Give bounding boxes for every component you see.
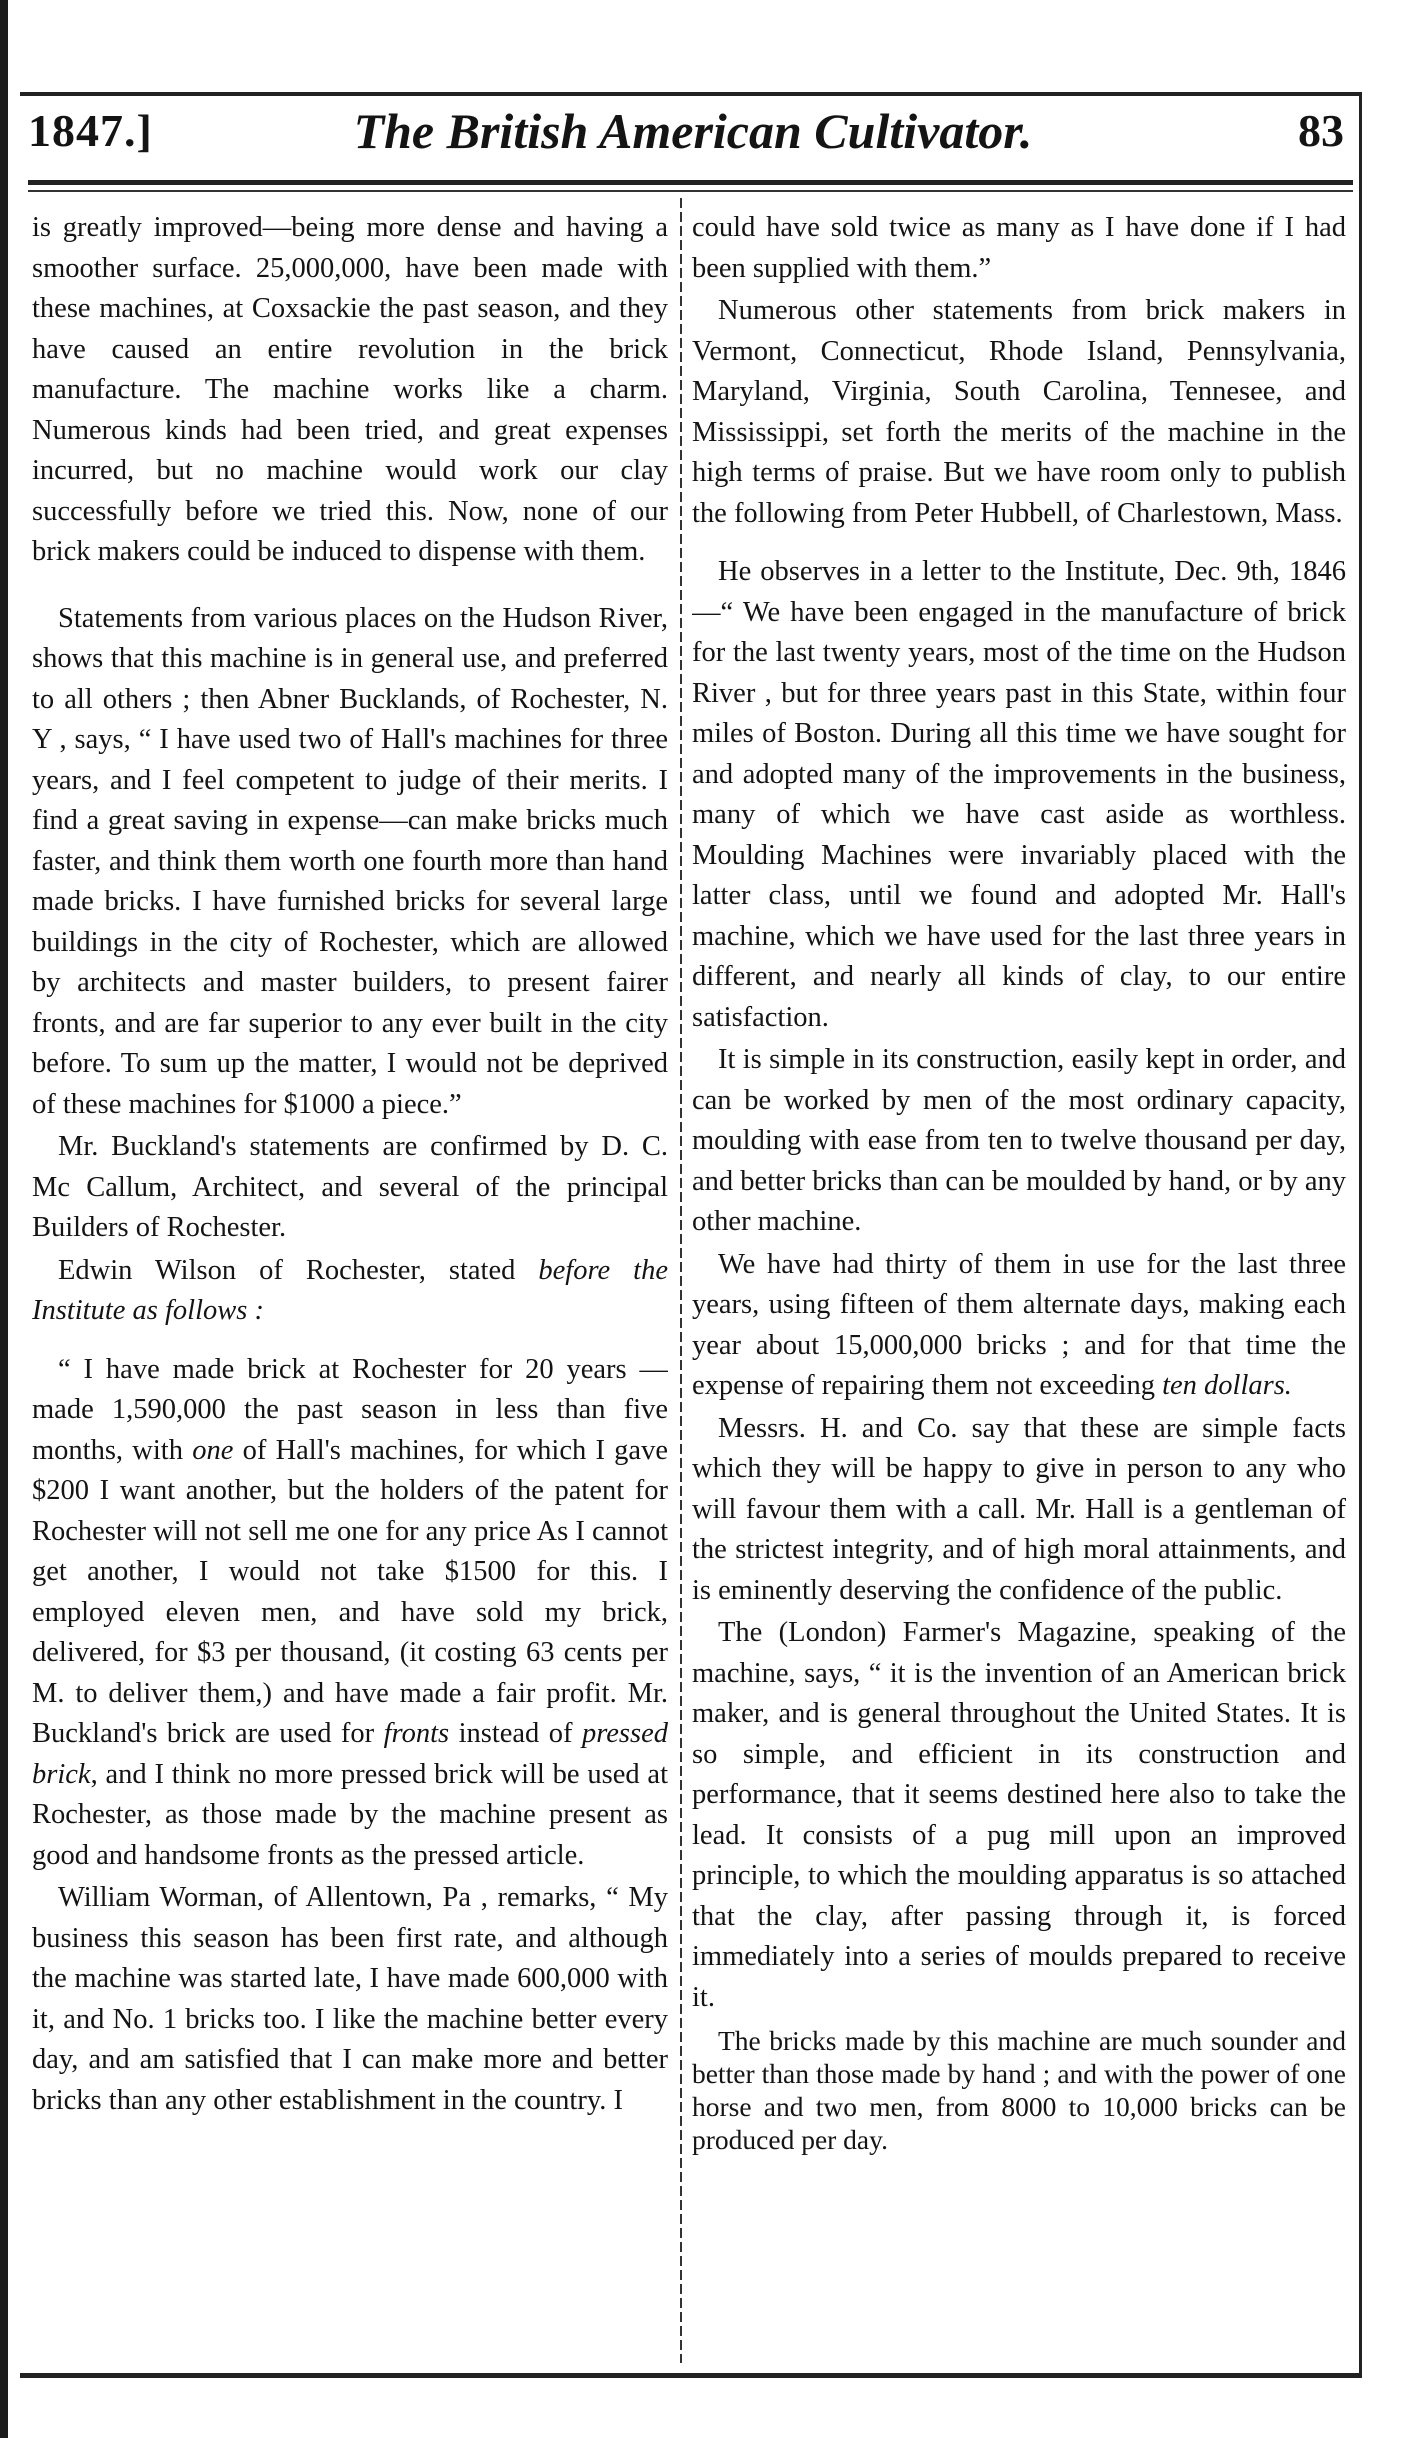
paragraph: could have sold twice as many as I have done if I had been supplied with them.” [692,212,1346,284]
paragraph: is greatly improved—being more dense and having a smoother surface. 25,000,000, have been made with these machines, at Coxsackie the past season, and they have caused an entire revolution in the brick manufacture. The machine works like a charm. Numerous kinds had been tried, and great expenses incurred, but no machine would work our clay successfully before we tried this. Now, none of our brick makers could be induced to dispense with them. [32,212,668,567]
paragraph [32,1350,668,1877]
running-header [28,100,1358,172]
text-run: , and I think no more pressed brick will be used at Rochester, as those made by the machine present as good and handsome fronts as the pressed article. [32,1758,668,1871]
paragraph: Mr. Buckland's statements are confirmed by D. C. Mc Callum, Architect, and several of the principal Builders of Rochester. [32,1131,668,1243]
text-run-italic: one [192,1434,234,1466]
header-rule-thick [28,180,1353,185]
left-column [32,208,668,2368]
right-column [692,208,1346,2368]
paragraph: William Worman, of Allentown, Pa , remarks, “ My business this season has been first rate, and although the machine was started late, I have made 600,000 with it, and No. 1 bricks too. I like the machine better every day, and am satisfied that I can make more and better bricks than any other establishment in the country. I [32,1882,668,2116]
page-binding-edge [0,0,8,2438]
paragraph: Messrs. H. and Co. say that these are simple facts which they will be happy to give in person to any who will favour them with a call. Mr. Hall is a gentleman of the strictest integrity, and of high moral attainments, and is eminently deserving the confidence of the public. [692,1412,1346,1606]
paragraph: It is simple in its construction, easily kept in order, and can be worked by men of the most ordinary capacity, moulding with ease from ten to twelve thousand per day, and better bricks than can be moulded by hand, or by any other machine. [692,1044,1346,1237]
paragraph: Statements from various places on the Hudson River, shows that this machine is in general use, and preferred to all others ; then Abner Bucklands, of Rochester, N. Y , says, “ I have used two of Hall's machines for three years, and I feel competent to judge of their merits. I find a great saving in expense—can make bricks much faster, and think them worth one fourth more than hand made bricks. I have furnished bricks for several large buildings in the city of Rochester, which are allowed by architects and master builders, to present fairer fronts, and are far superior to any ever built in the city before. To sum up the matter, I would not be deprived of these machines for $1000 a piece.” [32,602,668,1120]
page-number: 83 [1298,105,1344,156]
paragraph [692,1245,1346,1407]
journal-title: The British American Cultivator. [353,103,1033,159]
text-run: “ I have made brick at Rochester for 20 years —made 1,590,000 the past season in less than five months, with [32,1353,668,1466]
paragraph [32,1251,668,1332]
text-run: We have had thirty of them in use for the last three years, using fifteen of them alternate days, making each year about 15,000,000 bricks ; and for that time the expense of repairing them not exceeding [692,1248,1346,1401]
column-divider [680,198,682,2363]
header-rule-thin [28,190,1353,192]
paragraph: He observes in a letter to the Institute, Dec. 9th, 1846—“ We have been engaged in the manufacture of brick for the last twenty years, most of the time on the Hudson River , but for three years past in this State, within four miles of Boston. During all this time we have sought for and adopted many of the improvements in the business, many of which we have cast aside as worthless. Moulding Machines were invariably placed with the latter class, until we found and adopted Mr. Hall's machine, which we have used for the last three years in different, and nearly all kinds of clay, to our entire satisfaction. [692,556,1346,1033]
text-run: instead of [449,1718,582,1749]
paragraph: Numerous other statements from brick makers in Vermont, Connecticut, Rhode Island, Pennsylvania, Maryland, Virginia, South Carolina, Tennesee, and Mississippi, set forth the merits of the machine in the high terms of praise. But we have room only to publish the following from Peter Hubbell, of Charlestown, Mass. [692,295,1346,529]
text-run: of Hall's machines, for which I gave $200 I want another, but the holders of the patent for Rochester will not sell me one for any price As I cannot get another, I would not take $1500 for this. I employed eleven men, and have sold my brick, delivered, for $3 per thousand, (it costing 63 cents per M. to deliver them,) and have made a fair profit. Mr. Buckland's brick are used for [32,1434,668,1749]
header-year: 1847.] [28,105,153,156]
text-run-italic: pressed brick [32,1718,668,1790]
text-run-italic: before the Institute as follows : [32,1254,668,1326]
text-run: Edwin Wilson of Rochester, stated [58,1254,539,1286]
text-run-italic: ten dollars. [1162,1370,1292,1401]
text-run-italic: fronts [383,1718,450,1749]
paragraph: The (London) Farmer's Magazine, speaking of the machine, says, “ it is the invention of an American brick maker, and is general throughout the United States. It is so simple, and efficient in its construction and performance, that it seems destined here also to take the lead. It consists of a pug mill upon an improved principle, to which the moulding apparatus is so attached that the clay, after passing through it, is forced immediately into a series of moulds prepared to receive it. [692,1617,1346,2013]
paragraph: The bricks made by this machine are much sounder and better than those made by hand ; and with the power of one horse and two men, from 8000 to 10,000 bricks can be produced per day. [692,2025,1346,2155]
